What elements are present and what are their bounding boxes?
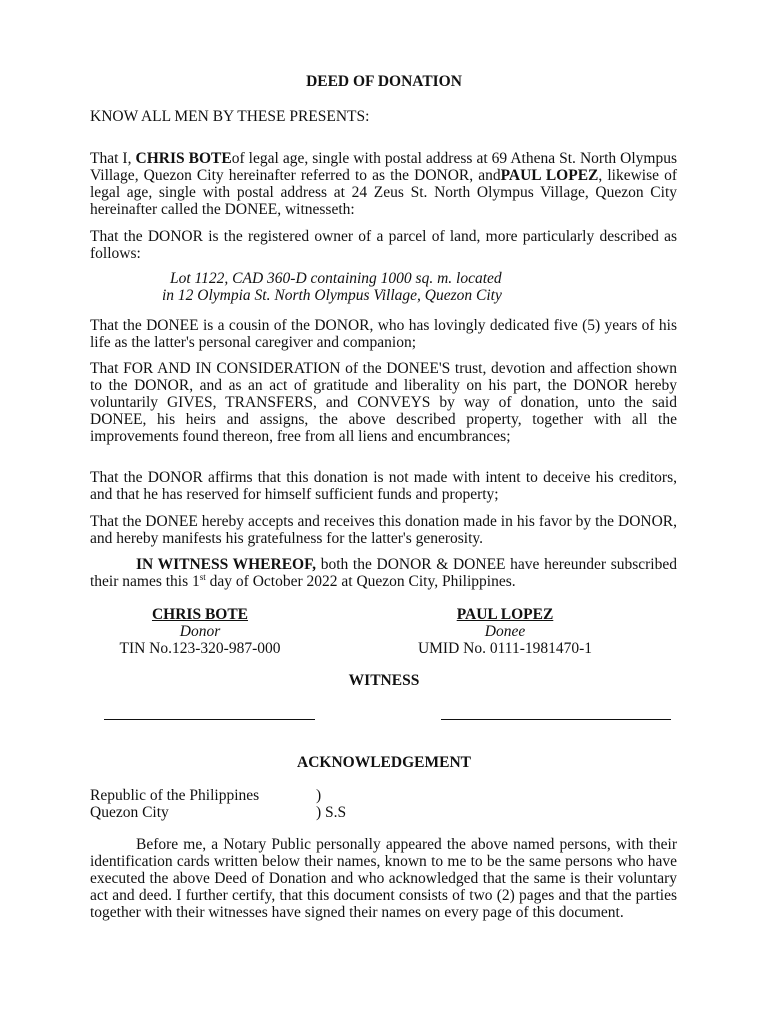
opening-line: KNOW ALL MEN BY THESE PRESENTS: (90, 108, 370, 125)
p1-text-3: , likewise of legal age, single with postal address at 24 Zeus St. North Olympus Village, Quezon City hereinafter called the DONEE, witnesseth: (90, 167, 677, 218)
venue-country: Republic of the Philippines (90, 787, 260, 804)
witness-text-1: both the DONOR & DONEE have hereunder subscribed their names this 1 (90, 556, 677, 590)
acceptance-paragraph: That the DONEE hereby accepts and receives this donation made in his favor by the DONOR, and hereby manifests his gratefulness for the latter's generosity. (90, 513, 677, 547)
donee-signature-block (385, 606, 625, 657)
ordinal-suffix: st (199, 571, 206, 582)
donor-name: CHRIS BOTE (151, 606, 249, 623)
donee-name: PAUL LOPEZ (456, 606, 554, 623)
donor-name-inline: CHRIS BOTE (135, 150, 232, 167)
donor-signature-block (80, 606, 320, 657)
p1-text-2: of legal age, single with postal address at 69 Athena St. North Olympus Village, Quezon City hereinafter referred to as the DONOR, and (90, 150, 677, 184)
donee-umid: UMID No. 0111-1981470-1 (417, 640, 593, 657)
property-line-1: Lot 1122, CAD 360-D containing 1000 sq. m. located (170, 270, 502, 287)
venue-ss: ) S.S (316, 804, 347, 821)
witness-heading: WITNESS (348, 672, 420, 689)
relationship-paragraph: That the DONEE is a cousin of the DONOR, who has lovingly dedicated five (5) years of his life as the latter's personal caregiver and companion; (90, 317, 677, 351)
consideration-paragraph: That FOR AND IN CONSIDERATION of the DONEE'S trust, devotion and affection shown to the DONOR, and as an act of gratitude and liberality on his part, the DONOR hereby voluntarily GIVES, TRANSFERS, and CONVEYS by way of donation, unto the said DONEE, his heirs and assigns, the above described property, together with all the improvements found thereon, free from all liens and encumbrances; (90, 360, 677, 445)
parties-paragraph (90, 150, 677, 218)
acknowledgement-body: Before me, a Notary Public personally appeared the above named persons, with their identification cards written below their names, known to me to be the same persons who have executed the above Deed of Donation and who acknowledged that the same is their voluntary act and deed. I further certify, that this document consists of two (2) pages and that the parties together with their witnesses have signed their names on every page of this document. (90, 836, 677, 921)
in-witness-lead: IN WITNESS WHEREOF, (136, 556, 317, 573)
property-line-2: in 12 Olympia St. North Olympus Village, Quezon City (162, 287, 502, 304)
affirmation-paragraph: That the DONOR affirms that this donation is not made with intent to deceive his creditors, and that he has reserved for himself sufficient funds and property; (90, 469, 677, 503)
witness-signature-line-1 (104, 719, 315, 720)
venue-paren-1: ) (316, 787, 322, 804)
in-witness-paragraph (90, 556, 677, 590)
venue-city: Quezon City (90, 804, 169, 821)
ownership-paragraph: That the DONOR is the registered owner of a parcel of land, more particularly described as follows: (90, 228, 677, 262)
donee-name-inline: PAUL LOPEZ (500, 167, 599, 184)
acknowledgement-heading: ACKNOWLEDGEMENT (297, 754, 471, 771)
p1-text-1: That I, (90, 150, 136, 167)
witness-signature-line-2 (441, 719, 671, 720)
document-title: DEED OF DONATION (306, 73, 462, 90)
witness-text-2: day of October 2022 at Quezon City, Philippines. (205, 573, 516, 590)
donor-role: Donor (179, 623, 221, 640)
donor-tin: TIN No.123-320-987-000 (119, 640, 281, 657)
donee-role: Donee (484, 623, 526, 640)
